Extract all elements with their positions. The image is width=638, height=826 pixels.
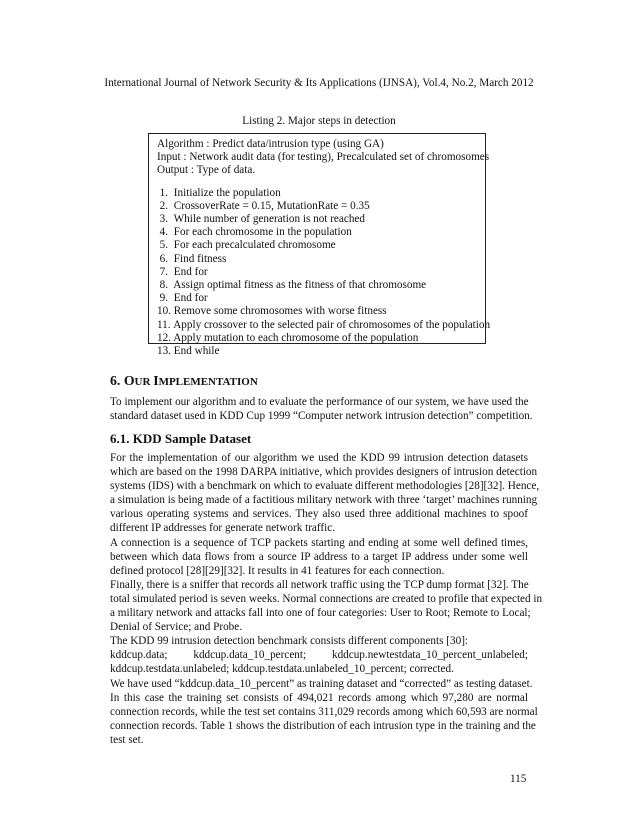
listing-step: 11. Apply crossover to the selected pair of chromosomes of the population: [157, 318, 491, 331]
listing-step: 9. End for: [159, 292, 208, 305]
listing-step: 6. Find fitness: [159, 252, 227, 265]
page-number: 115: [510, 773, 527, 785]
listing-step: 7. End for: [159, 265, 208, 278]
listing-algorithm: Algorithm : Predict data/intrusion type (using GA): [157, 138, 384, 150]
component-files-row: kddcup.data; kddcup.data_10_percent; kddcup.newtestdata_10_percent_unlabeled;: [110, 649, 528, 662]
running-header: International Journal of Network Security & Its Applications (IJNSA), Vol.4, No.2, March 2012: [104, 77, 534, 89]
paragraph-connection: A connection is a sequence of TCP packets starting and ending at some well defined times, between which data flows from a source IP address to a target IP address under some well defined protocol [28][29][32]. It results in 41 features for each connection.: [110, 537, 528, 578]
section-6-title: 6. OUR IMPLEMENTATION: [110, 373, 258, 388]
listing-step: 10. Remove some chromosomes with worse fitness: [157, 305, 387, 318]
paragraph-sniffer: Finally, there is a sniffer that records all network traffic using the TCP dump format [32]. The total simulated period is seven weeks. Normal connections are created to profile that expected in a military network and attacks fall into one of four categories: User to Root; Remote to Local; Denial of Service; and Probe.: [110, 579, 543, 634]
listing-caption: Listing 2. Major steps in detection: [242, 115, 396, 127]
listing-input: Input : Network audit data (for testing), Precalculated set of chromosomes: [157, 151, 490, 164]
listing-step: 3. While number of generation is not reached: [159, 213, 365, 226]
paragraph-training-test: We have used “kddcup.data_10_percent” as training dataset and “corrected” as testing dataset. In this case the training set consists of 494,021 records among which 97,280 are normal connection records, while the test set contains 311,029 records among which 60,593 are normal connection records. Table 1 shows the distribution of each intrusion type in the training and the test set.: [110, 678, 538, 747]
listing-steps: [157, 186, 491, 359]
listing-step: 2. CrossoverRate = 0.15, MutationRate = 0.35: [159, 199, 370, 212]
algorithm-listing-box: [148, 133, 491, 358]
listing-step: 12. Apply mutation to each chromosome of the population: [157, 331, 419, 344]
paragraph-kdd-intro: For the implementation of our algorithm we used the KDD 99 intrusion detection datasets which are based on the 1998 DARPA initiative, which provides designers of intrusion detection systems (IDS) with a benchmark on which to evaluate different methodologies [28][32]. Hence, a simulation is being made of a factitious military network with three ‘target’ machines running various operating systems and services. They also used three additional machines to spoof different IP addresses for generate network traffic.: [110, 452, 540, 535]
listing-step: 5. For each precalculated chromosome: [159, 239, 336, 252]
listing-step: 1. Initialize the population: [159, 186, 281, 199]
section-6-paragraph: To implement our algorithm and to evaluate the performance of our system, we have used the standard dataset used in KDD Cup 1999 “Computer network intrusion detection” competition.: [110, 396, 533, 423]
listing-step: 8. Assign optimal fitness as the fitness of that chromosome: [159, 279, 427, 292]
listing-step: 4. For each chromosome in the population: [159, 226, 352, 239]
listing-step: 13. End while: [157, 345, 220, 358]
section-6-1-title: 6.1. KDD Sample Dataset: [110, 431, 252, 446]
listing-output: Output : Type of data.: [157, 164, 256, 177]
paragraph-components: The KDD 99 intrusion detection benchmark consists different components [30]: kddcup.data; kddcup.data_10_percent; kddcup.newtestdata_10_percent_unlabeled; kddcup.testdata.unlabeled; kddcup.testdata.unlabeled_10_percent; corrected.: [110, 635, 528, 676]
